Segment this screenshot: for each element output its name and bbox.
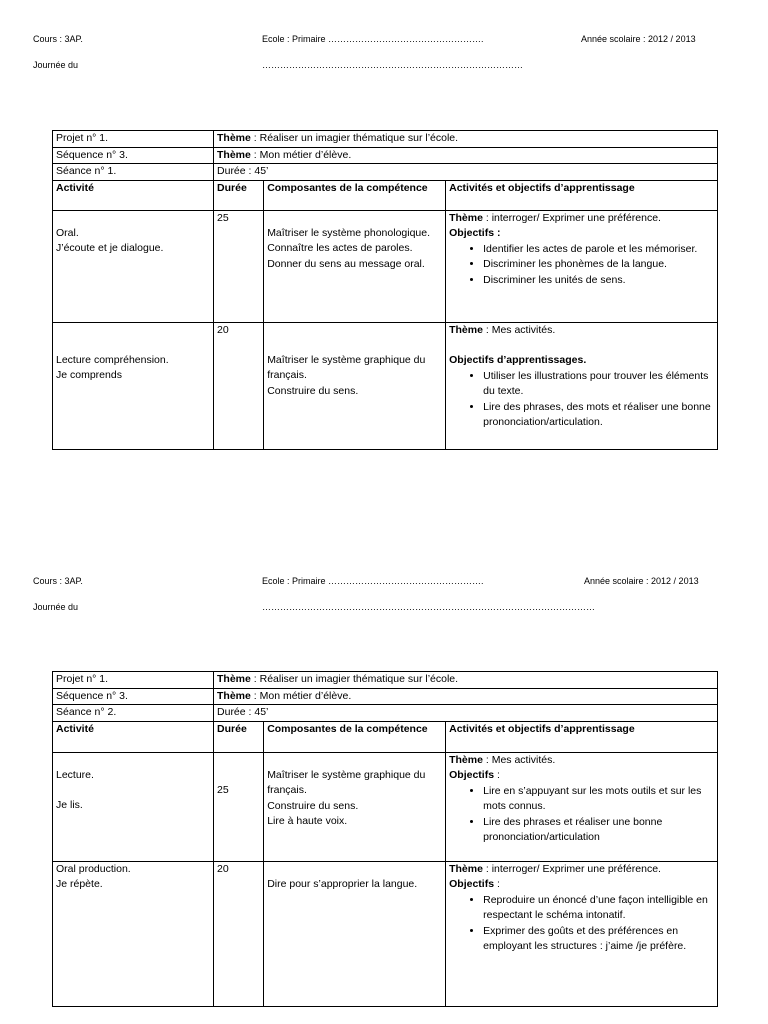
- activity-cell: Oral production. Je répète.: [53, 861, 214, 1006]
- table-row: [53, 131, 718, 148]
- objectives-cell: Thème : Mes activités. Objectifs d’apprentissages. • Utiliser les illustrations pour trouver les éléments du texte. • Lire des phrases, des mots et réaliser une bonne prononciation/articulation.: [446, 322, 718, 449]
- list-item: • Lire des phrases et réaliser une bonne prononciation/articulation: [483, 815, 714, 846]
- table-row: [53, 322, 718, 449]
- sequence-cell: Séquence n° 3.: [53, 147, 214, 164]
- list-item: • Lire des phrases, des mots et réaliser une bonne prononciation/articulation.: [483, 400, 714, 431]
- table-row: [53, 147, 718, 164]
- project-cell: Projet n° 1.: [53, 131, 214, 148]
- competence-cell: Maîtriser le système graphique du français. Construire du sens.: [264, 322, 446, 449]
- day-label: Journée du: [33, 60, 79, 70]
- table-row: [53, 164, 718, 181]
- session-cell: Séance n° 1.: [53, 164, 214, 181]
- objectives-list: [449, 369, 714, 431]
- duration-cell: 25: [214, 752, 264, 861]
- objectives-list: [449, 784, 714, 846]
- project-cell: Projet n° 1.: [53, 672, 214, 689]
- sequence-theme-cell: Thème : Mon métier d’élève.: [214, 147, 718, 164]
- day-label: Journée du: [33, 602, 79, 612]
- day-dots: …………………………………………………………………………………………………: [262, 602, 595, 612]
- table-row: [53, 210, 718, 322]
- table-row: [53, 672, 718, 689]
- objectives-cell: Thème : Mes activités. Objectifs : • Lire en s’appuyant sur les mots outils et sur les mots connus. • Lire des phrases et réaliser une bonne prononciation/articulation: [446, 752, 718, 861]
- activity-cell: Lecture. Je lis.: [53, 752, 214, 861]
- list-item: • Lire en s’appuyant sur les mots outils et sur les mots connus.: [483, 784, 714, 815]
- competence-cell: Maîtriser le système phonologique. Connaître les actes de paroles. Donner du sens au message oral.: [264, 210, 446, 322]
- list-item: • Discriminer les phonèmes de la langue.: [483, 257, 714, 273]
- column-header: Composantes de la compétence: [264, 180, 446, 210]
- project-theme-cell: Thème : Réaliser un imagier thématique sur l’école.: [214, 672, 718, 689]
- column-header: Activités et objectifs d’apprentissage: [446, 721, 718, 752]
- duration-cell: 20: [214, 861, 264, 1006]
- list-item: • Exprimer des goûts et des préférences en employant les structures : j’aime /je préfère.: [483, 924, 714, 955]
- objectives-cell: Thème : interroger/ Exprimer une préférence. Objectifs : • Identifier les actes de parole et les mémoriser. • Discriminer les phonèmes de la langue. • Discriminer les unités de sens.: [446, 210, 718, 322]
- school-label: Ecole : Primaire …………………………………………….: [262, 576, 484, 586]
- activity-cell: Lecture compréhension. Je comprends: [53, 322, 214, 449]
- column-header-row: [53, 721, 718, 752]
- day-dots: ……………………………………………………………………………: [262, 60, 523, 70]
- session-cell: Séance n° 2.: [53, 705, 214, 722]
- competence-cell: Maîtriser le système graphique du français. Construire du sens. Lire à haute voix.: [264, 752, 446, 861]
- list-item: • Reproduire un énoncé d’une façon intelligible en respectant le schéma intonatif.: [483, 893, 714, 924]
- lesson-table-1: [52, 130, 718, 450]
- lesson-table-2: [52, 671, 718, 1007]
- activity-cell: Oral. J’écoute et je dialogue.: [53, 210, 214, 322]
- table-row: [53, 752, 718, 861]
- list-item: • Utiliser les illustrations pour trouver les éléments du texte.: [483, 369, 714, 400]
- column-header-row: [53, 180, 718, 210]
- column-header: Activité: [53, 721, 214, 752]
- table-row: [53, 688, 718, 705]
- sequence-theme-cell: Thème : Mon métier d’élève.: [214, 688, 718, 705]
- school-year-label: Année scolaire : 2012 / 2013: [584, 576, 699, 586]
- school-year-label: Année scolaire : 2012 / 2013: [581, 34, 696, 44]
- duration-cell: 25: [214, 210, 264, 322]
- duration-total-cell: Durée : 45’: [214, 705, 718, 722]
- objectives-cell: Thème : interroger/ Exprimer une préférence. Objectifs : • Reproduire un énoncé d’une façon intelligible en respectant le schéma intonatif. • Exprimer des goûts et des préférences en employant les structures : j’aime /je préfère.: [446, 861, 718, 1006]
- duration-cell: 20: [214, 322, 264, 449]
- table-row: [53, 705, 718, 722]
- sequence-cell: Séquence n° 3.: [53, 688, 214, 705]
- column-header: Durée: [214, 180, 264, 210]
- list-item: • Discriminer les unités de sens.: [483, 273, 714, 289]
- column-header: Composantes de la compétence: [264, 721, 446, 752]
- duration-total-cell: Durée : 45’: [214, 164, 718, 181]
- list-item: • Identifier les actes de parole et les mémoriser.: [483, 242, 714, 258]
- table-row: [53, 861, 718, 1006]
- project-theme-cell: Thème : Réaliser un imagier thématique sur l’école.: [214, 131, 718, 148]
- school-label: Ecole : Primaire …………………………………………….: [262, 34, 484, 44]
- column-header: Durée: [214, 721, 264, 752]
- column-header: Activités et objectifs d’apprentissage: [446, 180, 718, 210]
- objectives-list: [449, 893, 714, 955]
- competence-cell: Dire pour s’approprier la langue.: [264, 861, 446, 1006]
- course-label: Cours : 3AP.: [33, 576, 83, 586]
- course-label: Cours : 3AP.: [33, 34, 83, 44]
- objectives-list: [449, 242, 714, 289]
- column-header: Activité: [53, 180, 214, 210]
